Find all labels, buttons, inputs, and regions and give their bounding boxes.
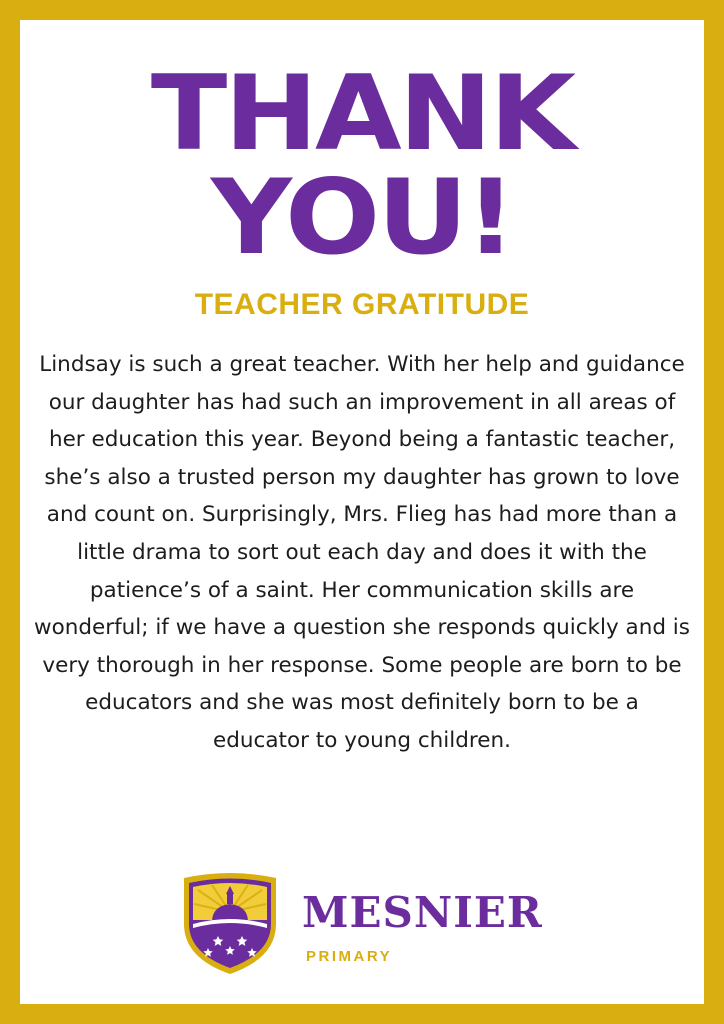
school-name: MESNIER (302, 888, 543, 937)
thank-heading: THANK (150, 54, 574, 174)
you-heading: YOU! (210, 158, 514, 278)
school-type: PRIMARY (306, 948, 393, 965)
school-logo (178, 872, 548, 982)
subtitle: TEACHER GRATITUDE (194, 288, 530, 321)
crest-shield-icon (178, 872, 282, 976)
message-body: Lindsay is such a great teacher. With her help and guidance our daughter has had such an improvement in all areas of her education this year. Beyond being a fantastic teacher, she’s also a trusted person my daughter has grown to love and count on. Surprisingly, Mrs. Flieg has had more than a little drama to sort out each day and does it with the patience’s of a saint. Her communication skills are wonderful; if we have a question she responds quickly and is very thorough in her response. Some people are born to be educators and she was most definitely born to be a educator to young children. (34, 352, 690, 753)
